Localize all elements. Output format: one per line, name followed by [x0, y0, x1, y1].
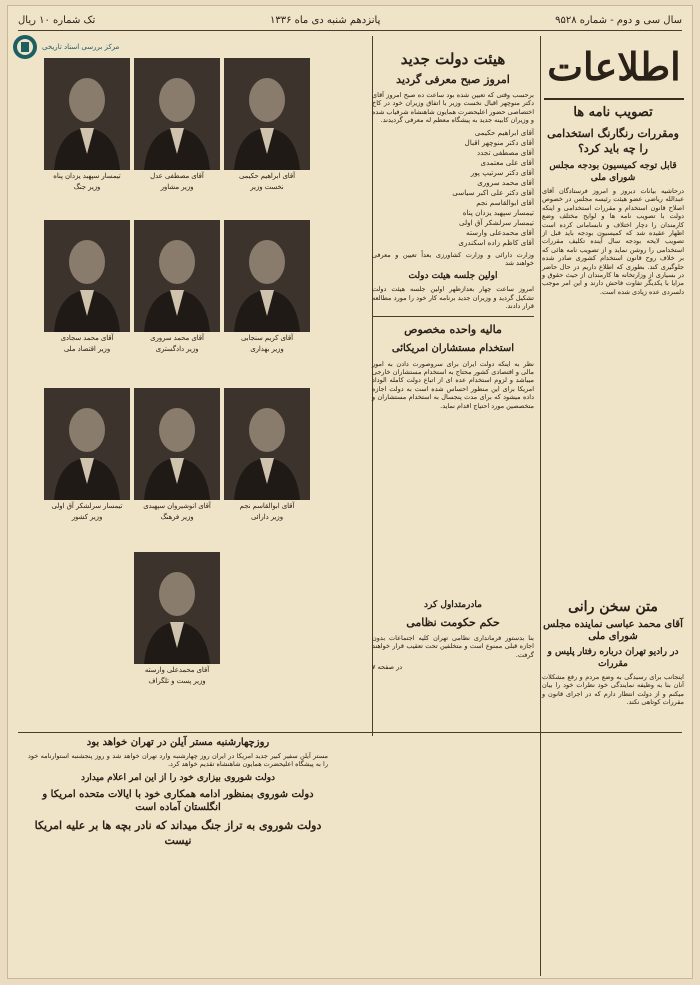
newspaper-page [8, 6, 692, 978]
cabinet-member: تیمسار سپهبد یزدان پناه [462, 207, 534, 217]
photo-title: وزیر جنگ [73, 183, 101, 191]
martial-body: بنا بدستور فرمانداری نظامی تهران کلیه اجتماعات بدون اجازه قبلی ممنوع است و متخلفین تحت تعقیب قرار خواهند گرفت. [372, 634, 534, 659]
advisers-body: نظر به اینکه دولت ایران برای سروصورت دادن به امور مالی و اقتصادی کشور محتاج به استخدام مستشاران خارجی میباشد و لزوم استخدام عده ای از اتباع دولت کامله الوداد امریکا برای این منظور احساس شده است به دولت اجازه داده میشود که برای مدت پنجسال به استخدام مستشاران و متخصصین مورد احتیاج اقدام نماید. [372, 359, 534, 410]
photo-caption: تیمسار سرلشکر آق اولی [51, 502, 123, 510]
speech-body: اینجانب برای رسیدگی به وضع مردم و رفع مشکلات آنان بنا به وظیفه نمایندگی خود نظرات خود را بیان میکنم و از دولت انتظار دارم که در اجرای قانون و مقررات کوتاهی نکند. [542, 673, 684, 707]
first-session-heading: اولین جلسه هیئت دولت [408, 271, 498, 282]
photo-title: وزیر کشور [71, 513, 103, 521]
cabinet-list [372, 128, 534, 248]
photo-title: وزیر دادگستری [155, 345, 199, 353]
photo-title: وزیر پست و تلگراف [148, 677, 206, 685]
cabinet-member: آقای محمدعلی وارسته [466, 227, 534, 237]
ambassador-heading: روزچهارشنبه مستر آیلن در تهران خواهد بود [86, 737, 270, 748]
portrait-image [224, 58, 310, 170]
cabinet-headline: هیئت دولت جدید [400, 50, 506, 68]
cabinet-member: آقای مصطفی تجدد [476, 147, 534, 157]
photo-caption: آقای ابراهیم حکیمی [238, 172, 296, 180]
dateline [18, 10, 682, 31]
photo-caption: آقای محمد سجادی [60, 334, 114, 342]
minister-photo [134, 220, 220, 354]
cabinet-member: آقای علی معتمدی [480, 157, 534, 167]
speech-block [542, 596, 684, 707]
advisers-heading-1: مالیه واحده مخصوص [404, 322, 502, 336]
center-column [372, 50, 534, 410]
cabinet-member: تیمسار سرلشکر آق اولی [459, 217, 534, 227]
speech-subhead: در رادیو تهران درباره رفتار پلیس و مقررات [547, 647, 679, 669]
minister-photo [224, 388, 310, 522]
cabinet-member: آقای کاظم زاده اسکندری [458, 237, 534, 247]
minister-photos [28, 52, 328, 732]
cabinet-member: آقای دکتر سرتیپ پور [470, 167, 534, 177]
martial-heading-2: حکم حکومت نظامی [406, 616, 500, 629]
minister-photo [134, 552, 220, 686]
martial-law-block [372, 596, 534, 672]
first-session-body: امروز ساعت چهار بعدازظهر اولین جلسه هیئت دولت تشکیل گردید و وزیران جدید برنامه کار خود را مورد مطالعه قرار دادند. [372, 285, 534, 311]
minister-photo [224, 220, 310, 354]
photo-title: وزیر دارائی [250, 513, 283, 521]
cabinet-member: آقای محمد سروری [477, 177, 534, 187]
portrait-image [134, 58, 220, 170]
issue-number: تک شماره ۱۰ ریال [18, 14, 96, 26]
photo-caption: آقای انوشیروان سپهبدی [143, 502, 211, 510]
soviet-heading: دولت شوروی بیزاری خود را از این امر اعلام میدارد [80, 772, 276, 783]
cabinet-closing: وزارت دارائی و وزارت کشاورزی بعداً تعیین و معرفی خواهند شد [372, 250, 534, 268]
photo-caption: آقای محمد سروری [150, 334, 204, 342]
right-column [542, 104, 684, 590]
portrait-image [44, 388, 130, 500]
cabinet-member: آقای دکتر منوچهر اقبال [464, 137, 534, 147]
advisers-heading-2: استخدام مستشاران امریکائی [391, 342, 515, 354]
volume-line: سال سی و دوم - شماره ۹۵۲۸ [555, 14, 682, 26]
photo-caption: آقای مصطفی عدل [150, 172, 204, 180]
cabinet-member: آقای ابوالقاسم نجم [476, 197, 534, 207]
center-divider [372, 316, 534, 317]
column-rule-right [540, 36, 541, 976]
portrait-image [224, 388, 310, 500]
continued-footer: در صفحه ۷ [372, 663, 403, 672]
cabinet-member: آقای ابراهیم حکیمی [474, 127, 534, 137]
right-body: درحاشیه بیانات دیروز و امروز فرستادگان آقای عبدالله ریاضی عضو هیئت رئیسه مجلس در خصوص اصلاح قانون استخدام و مقررات استخدامی و اینکه دولت با تصویب نامه ها و لوایح مختلف وضع کارمندان را دچار اختلاف و نابسامانی کرده است اظهار عقیده شد که کمیسیون بودجه باید قبل از تصویب لایحه بودجه سال آینده تکلیف مقررات استخدامی را روشن نماید و از تصویب نامه هائی که بر خلاف روح قانون استخدام کشوری صادر شده جلوگیری کند. بطوری که اطلاع داریم در حال حاضر در بسیاری از وزارتخانه ها کارمندان از حیث حقوق و مزایا با یکدیگر تفاوت فاحش دارند و این امر موجب دلسردی عده زیادی شده است. [542, 187, 684, 296]
minister-photo [134, 58, 220, 192]
lower-left-block [28, 734, 328, 852]
right-kicker: قابل توجه کمیسیون بودجه مجلس شورای ملی [549, 161, 677, 183]
martial-heading-1: مادرمتداول کرد [424, 600, 482, 610]
photo-caption: آقای کریم سنجابی [240, 334, 293, 342]
portrait-image [224, 220, 310, 332]
portrait-image [134, 552, 220, 664]
minister-photo [44, 388, 130, 522]
soviet-headline: دولت شوروی به تراز جنگ میداند که نادر بچه ها بر علیه امریکا نیست [34, 818, 322, 847]
cabinet-member: آقای دکتر علی اکبر سیاسی [452, 187, 534, 197]
photo-caption: آقای ابوالقاسم نجم [239, 502, 295, 510]
photo-title: وزیر مشاور [160, 183, 194, 191]
minister-photo [134, 388, 220, 522]
portrait-image [44, 58, 130, 170]
photo-title: وزیر اقتصاد ملی [63, 345, 111, 353]
portrait-image [44, 220, 130, 332]
lower-divider [18, 732, 682, 733]
right-headline: تصویب نامه ها [573, 105, 653, 120]
date-line: پانزدهم شنبه دی ماه ۱۳۳۶ [269, 14, 381, 26]
photo-caption: تیمسار سپهبد یزدان پناه [53, 172, 121, 180]
portrait-image [134, 220, 220, 332]
masthead: اطلاعات [544, 36, 684, 100]
minister-photo [224, 58, 310, 192]
right-subheadline: ومقررات رنگارنگ استخدامی را چه باید کرد؟ [547, 127, 679, 155]
cabinet-subheadline: امروز صبح معرفی گردید [396, 73, 510, 86]
portrait-image [134, 388, 220, 500]
ambassador-body: مستر آیلن سفیر کبیر جدید امریکا در ایران روز چهارشنبه وارد تهران خواهد شد و روز پنجشنبه استوارنامه خود را به پیشگاه اعلیحضرت همایون شاهنشاه تقدیم خواهد کرد. [28, 752, 328, 769]
speech-heading: متن سخن رانی [568, 599, 658, 615]
photo-title: وزیر فرهنگ [160, 513, 194, 521]
minister-photo [44, 220, 130, 354]
photo-title: نخست وزیر [250, 183, 284, 191]
photo-title: وزیر بهداری [250, 345, 284, 353]
cabinet-intro: برحسب وقتی که تعیین شده بود ساعت ده صبح امروز آقای دکتر منوچهر اقبال نخست وزیر با اتفاق وزیران خود در کاخ اختصاصی حضور اعلیحضرت همایون شاهنشاه شرفیاب شده و وزیران کابینه جدید به پیشگاه معظم له معرفی گردیدند. [372, 91, 534, 125]
speech-speaker: آقای محمد عباسی نماینده مجلس شورای ملی [543, 619, 683, 642]
soviet-banner: دولت شوروی بمنظور ادامه همکاری خود با ایالات متحده امریکا و انگلستان آماده است [42, 788, 314, 813]
minister-photo [44, 58, 130, 192]
seal-text: مرکز بررسی اسناد تاریخی [42, 43, 120, 51]
photo-caption: آقای محمدعلی وارسته [144, 666, 210, 674]
